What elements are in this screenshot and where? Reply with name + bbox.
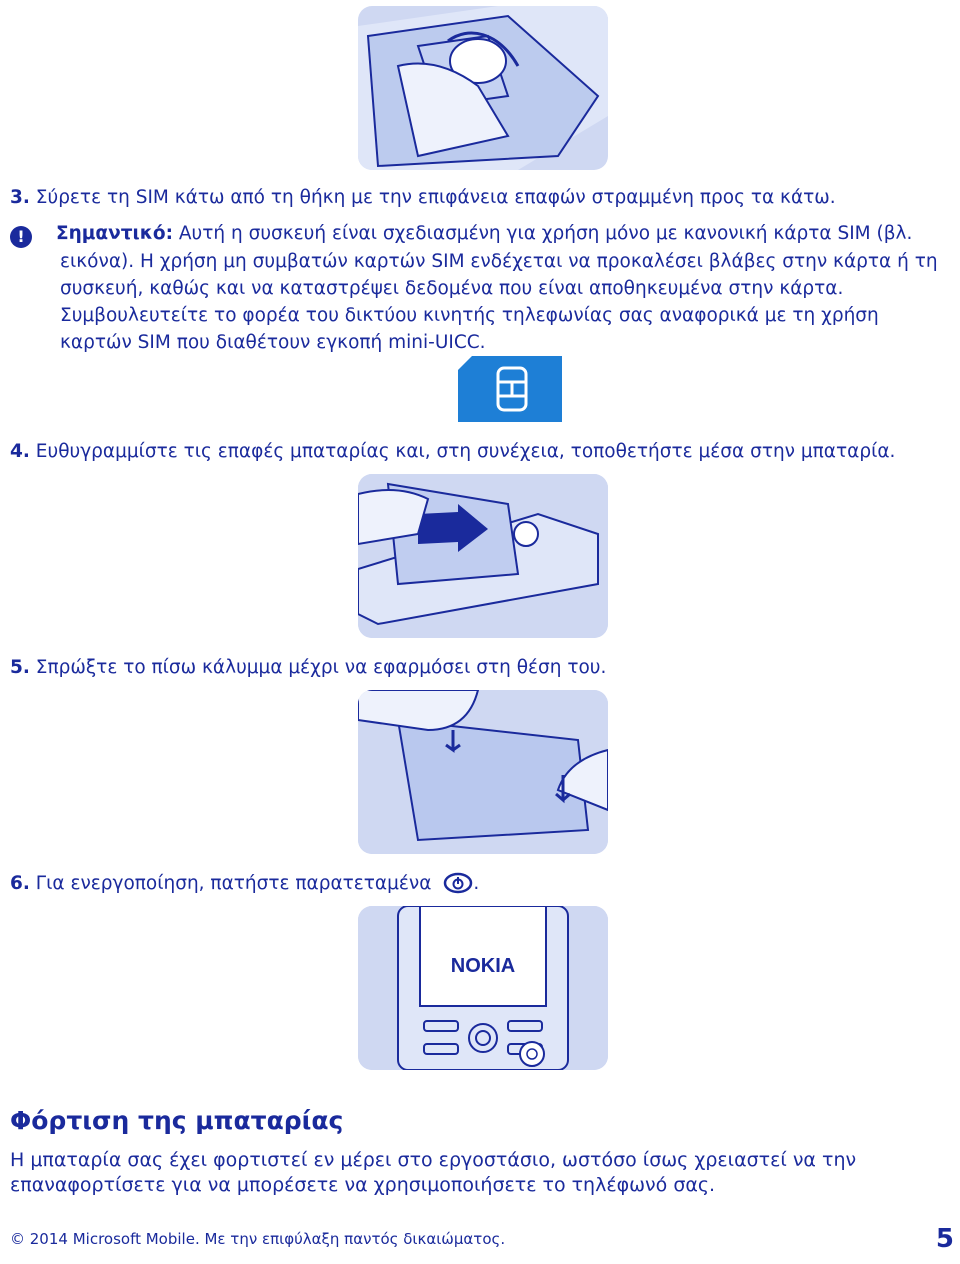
note-text: Συμβουλευτείτε το φορέα του δικτύου κινητής τηλεφωνίας σας αναφορικά με τη χρήση: [60, 305, 879, 326]
step-number: 5.: [10, 657, 30, 678]
step-text: Σύρετε τη SIM κάτω από τη θήκη με την επιφάνεια επαφών στραμμένη προς τα κάτω.: [35, 187, 836, 208]
nokia-logo: NOKIA: [450, 955, 516, 977]
battery-insert-illustration: [358, 474, 608, 638]
page-number: 5: [935, 1224, 954, 1254]
step-text: Για ενεργοποίηση, πατήστε παρατεταμένα: [35, 873, 432, 894]
important-note: [10, 220, 940, 356]
paragraph-line: επαναφορτίσετε για να μπορέσετε να χρησιμοποιήσετε το τηλέφωνό σας.: [10, 1174, 716, 1196]
step-number: 4.: [10, 441, 30, 462]
copyright-footer: © 2014 Microsoft Mobile. Με την επιφύλαξη παντός δικαιώματος.: [10, 1230, 506, 1248]
power-key-icon: [443, 872, 473, 894]
sim-insert-illustration: [358, 6, 608, 170]
warning-icon: !: [10, 226, 32, 248]
step-number: 6.: [10, 873, 30, 894]
step-number: 3.: [10, 187, 30, 208]
step-text: Σπρώξτε το πίσω κάλυμμα μέχρι να εφαρμόσει στη θέση του.: [35, 657, 607, 678]
note-label: Σημαντικό:: [56, 223, 173, 244]
back-cover-illustration: [358, 690, 608, 854]
step-3: [10, 186, 836, 210]
section-title: Φόρτιση της μπαταρίας: [10, 1106, 344, 1135]
note-text: Αυτή η συσκευή είναι σχεδιασμένη για χρήση μόνο με κανονική κάρτα SIM (βλ.: [178, 223, 913, 244]
step-6: [10, 872, 479, 896]
phone-power-illustration: [358, 906, 608, 1070]
step-text: Ευθυγραμμίστε τις επαφές μπαταρίας και, στη συνέχεια, τοποθετήστε μέσα στην μπαταρία.: [35, 441, 896, 462]
step-suffix: .: [473, 873, 480, 894]
paragraph-line: Η μπαταρία σας έχει φορτιστεί εν μέρει στο εργοστάσιο, ωστόσο ίσως χρειαστεί να την: [10, 1149, 857, 1171]
sim-card-icon: [458, 356, 562, 422]
note-text: καρτών SIM που διαθέτουν εγκοπή mini-UICC.: [60, 332, 486, 353]
section-paragraph: [10, 1148, 940, 1198]
step-4: [10, 440, 895, 464]
step-5: [10, 656, 606, 680]
note-text: εικόνα). Η χρήση μη συμβατών καρτών SIM ενδέχεται να προκαλέσει βλάβες στην κάρτα ή τη: [60, 251, 938, 272]
note-text: συσκευή, καθώς και να καταστρέψει δεδομένα που είναι αποθηκευμένα στην κάρτα.: [60, 278, 844, 299]
